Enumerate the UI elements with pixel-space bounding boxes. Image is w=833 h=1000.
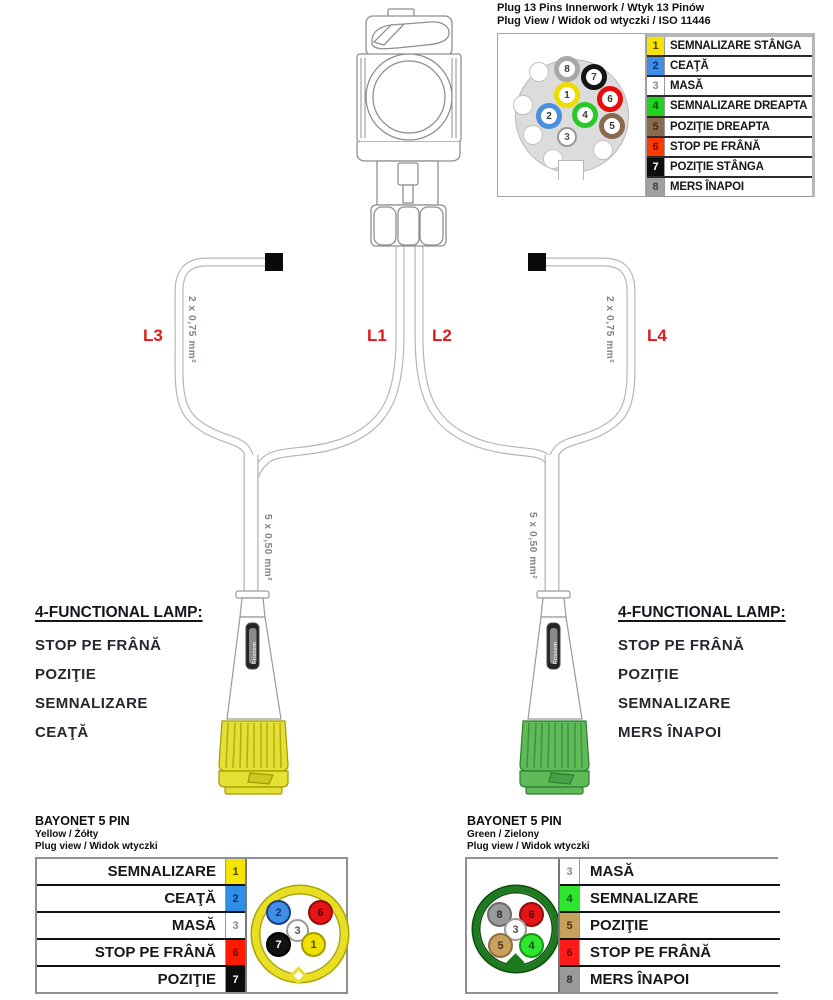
pin-number: 5 — [497, 939, 504, 952]
pin-number: 2 — [546, 110, 552, 122]
pin-number-cell: 7 — [647, 158, 665, 176]
pin-number-cell: 5 — [560, 913, 580, 938]
pin-number: 7 — [591, 71, 597, 83]
lamp-connector-yellow — [219, 591, 288, 794]
bayonet-yellow-connector-view — [250, 884, 350, 984]
bayonet-pin-6 — [308, 900, 333, 925]
bayonet-green-diagram — [465, 857, 778, 994]
pin-function-label: SEMNALIZARE DREAPTA — [670, 100, 808, 113]
pin-number: 6 — [528, 908, 535, 921]
bayonet-yellow-table — [37, 859, 247, 992]
brand-label-left: Fristom — [252, 641, 258, 664]
pin-function-label: CEAŢĂ — [670, 60, 709, 73]
pin-number-cell: 3 — [647, 77, 665, 95]
bayonet-green-subtitle: Green / Zielony — [467, 829, 540, 840]
plug13-subtitle: Plug View / Widok od wtyczki / ISO 11446 — [497, 15, 711, 27]
wire-label-l3: L3 — [143, 326, 163, 345]
lamp-function-item: CEAŢĂ — [35, 724, 89, 741]
table-row — [647, 178, 812, 196]
plug13-keyway-notch — [558, 160, 584, 180]
lamp-function-item: STOP PE FRÂNĂ — [618, 637, 745, 654]
plug-13pin-drawing — [357, 9, 461, 246]
pin-function-label: SEMNALIZARE — [590, 890, 699, 907]
table-row — [37, 967, 245, 992]
bayonet-yellow-view: Plug view / Widok wtyczki — [35, 841, 158, 852]
wire-label-l4: L4 — [647, 326, 667, 345]
bayonet-pin-1 — [301, 932, 326, 957]
bayonet-yellow-title: BAYONET 5 PIN — [35, 814, 130, 828]
pin-function-label: POZIŢIE DREAPTA — [670, 120, 770, 133]
pin-number-cell: 4 — [560, 886, 580, 911]
pin-function-label: MERS ÎNAPOI — [590, 971, 690, 988]
plug13-pin-4 — [572, 102, 598, 128]
pin-number-cell: 5 — [647, 118, 665, 136]
lamp-function-item: SEMNALIZARE — [35, 695, 148, 712]
pin-number: 3 — [512, 923, 519, 936]
pin-number-cell: 8 — [647, 178, 665, 196]
plug13-pin-7 — [581, 64, 607, 90]
lamp-connector-green — [520, 591, 589, 794]
pin-number-cell: 3 — [560, 859, 580, 884]
pin-number: 3 — [294, 924, 301, 937]
bayonet-green-table — [558, 859, 780, 992]
pin-number: 5 — [609, 120, 615, 132]
table-row — [647, 97, 812, 117]
table-row — [560, 913, 780, 940]
table-row — [647, 118, 812, 138]
pin-function-label: MERS ÎNAPOI — [670, 180, 744, 193]
lamp-function-item: POZIŢIE — [618, 666, 680, 683]
pin-function-label: MASĂ — [590, 863, 635, 880]
pin-number-cell: 4 — [647, 97, 665, 115]
plug13-title: Plug 13 Pins Innerwork / Wtyk 13 Pinów — [497, 2, 705, 14]
pin-function-label: MASĂ — [171, 917, 216, 934]
table-row — [560, 859, 780, 886]
pin-function-label: STOP PE FRÂNĂ — [94, 944, 216, 961]
pin-function-label: MASĂ — [670, 80, 704, 93]
pin-number: 6 — [317, 906, 324, 919]
pin-number-cell: 1 — [647, 37, 665, 55]
pin-function-label: SEMNALIZARE STÂNGA — [670, 40, 802, 53]
table-row — [37, 886, 245, 913]
lamp-function-item: POZIŢIE — [35, 666, 97, 683]
pin-number-cell: 7 — [225, 967, 245, 992]
table-row — [37, 940, 245, 967]
pin-function-label: SEMNALIZARE — [107, 863, 216, 880]
bayonet-pin-7 — [266, 932, 291, 957]
wire-label-l1: L1 — [367, 326, 387, 345]
pin-number-cell: 6 — [560, 940, 580, 965]
pin-function-label: POZIŢIE STÂNGA — [670, 160, 764, 173]
pin-function-label: CEAŢĂ — [164, 890, 216, 907]
bayonet-green-connector-view — [471, 884, 561, 974]
bayonet-yellow-diagram — [35, 857, 348, 994]
pin-number: 1 — [310, 938, 317, 951]
plug13-connector-view — [497, 33, 646, 197]
bayonet-pin-4 — [519, 933, 544, 958]
plug13-pin-table — [646, 33, 815, 197]
bayonet-green-title: BAYONET 5 PIN — [467, 814, 562, 828]
bayonet-yellow-subtitle: Yellow / Żółty — [35, 829, 99, 840]
plug13-pin-6 — [597, 86, 623, 112]
lamp-left-functions — [35, 604, 203, 753]
table-row — [560, 940, 780, 967]
flat-terminal-left — [265, 253, 283, 271]
pin-number: 4 — [582, 109, 588, 121]
pin-function-label: STOP PE FRÂNĂ — [670, 140, 761, 153]
flat-terminal-right — [528, 253, 546, 271]
pin-number-cell: 3 — [225, 913, 245, 938]
wire-size-right-5core: 5 x 0,50 mm² — [527, 512, 538, 580]
pin-number: 8 — [496, 908, 503, 921]
lamp-function-item: MERS ÎNAPOI — [618, 724, 722, 741]
pin-number: 7 — [275, 938, 282, 951]
pin-number: 4 — [528, 939, 535, 952]
table-row — [560, 967, 780, 992]
bayonet-yellow-header — [35, 814, 158, 852]
pin-function-label: STOP PE FRÂNĂ — [590, 944, 712, 961]
lamp-right-title: 4-FUNCTIONAL LAMP: — [618, 604, 786, 621]
table-row — [560, 886, 780, 913]
bayonet-pin-5 — [488, 933, 513, 958]
pin-function-label: POZIŢIE — [590, 917, 649, 934]
pin-number-cell: 6 — [647, 138, 665, 156]
lamp-function-item: STOP PE FRÂNĂ — [35, 637, 162, 654]
pin-number: 8 — [564, 63, 570, 75]
plug13-pin-8 — [554, 56, 580, 82]
wire-label-l2: L2 — [432, 326, 452, 345]
lamp-left-title: 4-FUNCTIONAL LAMP: — [35, 604, 203, 621]
table-row — [37, 859, 245, 886]
plug13-hole — [523, 125, 543, 145]
lamp-function-item: SEMNALIZARE — [618, 695, 731, 712]
pin-number: 2 — [275, 906, 282, 919]
plug13-pin-5 — [599, 113, 625, 139]
table-row — [647, 57, 812, 77]
bayonet-green-view: Plug view / Widok wtyczki — [467, 841, 590, 852]
pin-number: 3 — [564, 131, 570, 143]
plug13-hole — [529, 62, 549, 82]
plug13-pin-3 — [557, 127, 577, 147]
table-row — [647, 37, 812, 57]
table-row — [647, 138, 812, 158]
bayonet-pin-2 — [266, 900, 291, 925]
table-row — [37, 913, 245, 940]
bayonet-green-header — [467, 814, 590, 852]
table-row — [647, 77, 812, 97]
wire-size-right-2core: 2 x 0,75 mm² — [604, 296, 615, 364]
lamp-right-functions — [618, 604, 786, 753]
pin-function-label: POZIŢIE — [157, 971, 216, 988]
pin-number-cell: 8 — [560, 967, 580, 992]
pin-number-cell: 1 — [225, 859, 245, 884]
pin-number-cell: 6 — [225, 940, 245, 965]
pin-number: 6 — [607, 93, 613, 105]
table-row — [647, 158, 812, 178]
wire-size-left-5core: 5 x 0,50 mm² — [262, 514, 273, 582]
pin-number-cell: 2 — [225, 886, 245, 911]
wire-size-left-2core: 2 x 0,75 mm² — [186, 296, 197, 364]
pin-number-cell: 2 — [647, 57, 665, 75]
plug13-pin-2 — [536, 103, 562, 129]
pin-number: 1 — [564, 89, 570, 101]
brand-label-right: Fristom — [553, 641, 559, 664]
plug13-hole — [593, 140, 613, 160]
plug13-hole — [513, 95, 533, 115]
